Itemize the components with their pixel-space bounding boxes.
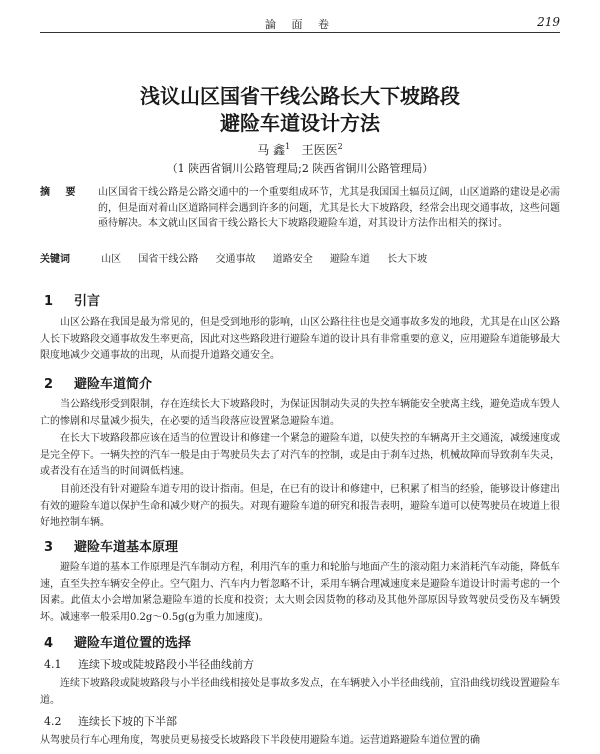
section-title: 避险车道基本原理 <box>74 540 179 555</box>
section-heading-4 <box>40 632 560 651</box>
paragraph: 当公路线形受到限制，存在连续长大下坡路段时，为保证因制动失灵的失控车辆能安全驶离主线，避免造成车毁人亡的惨剧和尽量减少损失，在必要的适当段落应设置紧急避险车道。 <box>40 399 560 427</box>
section-title: 引言 <box>74 294 101 309</box>
affiliation: （1 陕西省铜川公路管理局;2 陕西省铜川公路管理局） <box>166 162 434 175</box>
author-2-affil-mark: 2 <box>337 142 343 151</box>
section-heading-1 <box>40 290 560 309</box>
abstract-label: 摘 要 <box>40 187 82 198</box>
section-title: 避险车道位置的选择 <box>74 636 192 651</box>
paragraph: 目前还没有针对避险车道专用的设计指南。但是，在已有的设计和修建中，已积累了相当的经验，能够设计修建出有效的避险车道以保护生命和减少财产的损失。对现有避险车道的研究和报告表明，避险车道可以使驾驶员在坡道上很好地控制车辆。 <box>40 484 560 528</box>
paper-title-line-2: 避险车道设计方法 <box>220 111 380 135</box>
keyword: 国省干线公路 <box>138 254 199 265</box>
paragraph: 从驾驶员行车心理角度，驾驶员更易接受长坡路段下半段使用避险车道。运营道路避险车道位置的确 <box>40 735 480 746</box>
subsection-title: 连续长下坡的下半部 <box>78 715 177 728</box>
section-number: 1 <box>44 294 54 309</box>
keywords-label: 关键词 <box>40 254 70 265</box>
paragraph: 避险车道的基本工作原理是汽车制动方程，利用汽车的重力和轮胎与地面产生的滚动阻力来消耗汽车动能，降低车速，直至失控车辆安全停止。空气阻力、汽车内力暂忽略不计，采用车辆合理减速度来是避险车道设计时需考虑的一个因素。此值太小会增加紧急避险车道的长度和投资；太大则会因货物的移动及其他外部原因导致驾驶员受伤及车辆毁坏。减速率一般采用0.2g～0.5g(g为重力加速度)。 <box>40 562 560 623</box>
subsection-title: 连续下坡或陡坡路段小半径曲线前方 <box>78 658 254 671</box>
author-1-affil-mark: 1 <box>285 142 291 151</box>
keyword: 道路安全 <box>272 254 313 265</box>
author-2: 王医医 <box>301 143 338 157</box>
authors <box>0 141 600 158</box>
author-1: 马 鑫 <box>257 143 286 157</box>
abstract <box>40 185 560 232</box>
subsection-number: 4.2 <box>44 715 62 728</box>
subsection-heading-4-1 <box>40 656 560 672</box>
paper-title-line-1: 浅议山区国省干线公路长大下坡路段 <box>140 84 460 108</box>
section-number: 2 <box>44 377 54 392</box>
keyword: 山区 <box>101 254 122 265</box>
abstract-text: 山区国省干线公路是公路交通中的一个重要组成环节，尤其是我国国土辐员辽阔，山区道路的建设是必需的，但是面对着山区道路同样会遇到许多的问题，尤其是长大下坡路段，经常会出现交通事故，这些问题亟待解决。本文就山区国省干线公路长大下坡路段避险车道，对其设计方法作出相关的探讨。 <box>98 187 560 229</box>
paragraph: 连续下坡路段或陡坡路段与小半径曲线相接处是事故多发点，在车辆驶入小半径曲线前，宜沿曲线切线设置避险车道。 <box>40 678 560 706</box>
paragraph: 山区公路在我国是最为常见的，但是受到地形的影响，山区公路往往也是交通事故多发的地段，尤其是在山区公路人长下坡路段交通事故发生率更高，因此对这些路段进行避险车道的设计具有非常重要的意义，应用避险车道能够最大限度地减少交通事故的出现，从而提升道路交通安全。 <box>40 317 560 361</box>
page-number: 219 <box>537 15 560 29</box>
section-number: 3 <box>44 540 54 555</box>
keyword: 交通事故 <box>215 254 256 265</box>
subsection-heading-4-2 <box>40 713 560 729</box>
paragraph: 在长大下坡路段都应该在适当的位置设计和修建一个紧急的避险车道，以使失控的车辆离开主交通流，减缓速度或是完全停下。一辆失控的汽车一般是由于驾驶员失去了对汽车的控制，或是由于刹车过热，机械故障而导致刹车失灵，或者没有在适当的时间调低档速。 <box>40 433 560 477</box>
running-title: 論 面 卷 <box>265 18 335 31</box>
subsection-number: 4.1 <box>44 658 62 671</box>
keywords <box>40 252 560 267</box>
section-number: 4 <box>44 636 54 651</box>
keyword: 避险车道 <box>329 254 370 265</box>
section-title: 避险车道简介 <box>74 377 153 392</box>
keyword: 长大下坡 <box>387 254 428 265</box>
section-heading-2 <box>40 373 560 392</box>
page-header <box>40 14 560 33</box>
section-heading-3 <box>40 536 560 555</box>
